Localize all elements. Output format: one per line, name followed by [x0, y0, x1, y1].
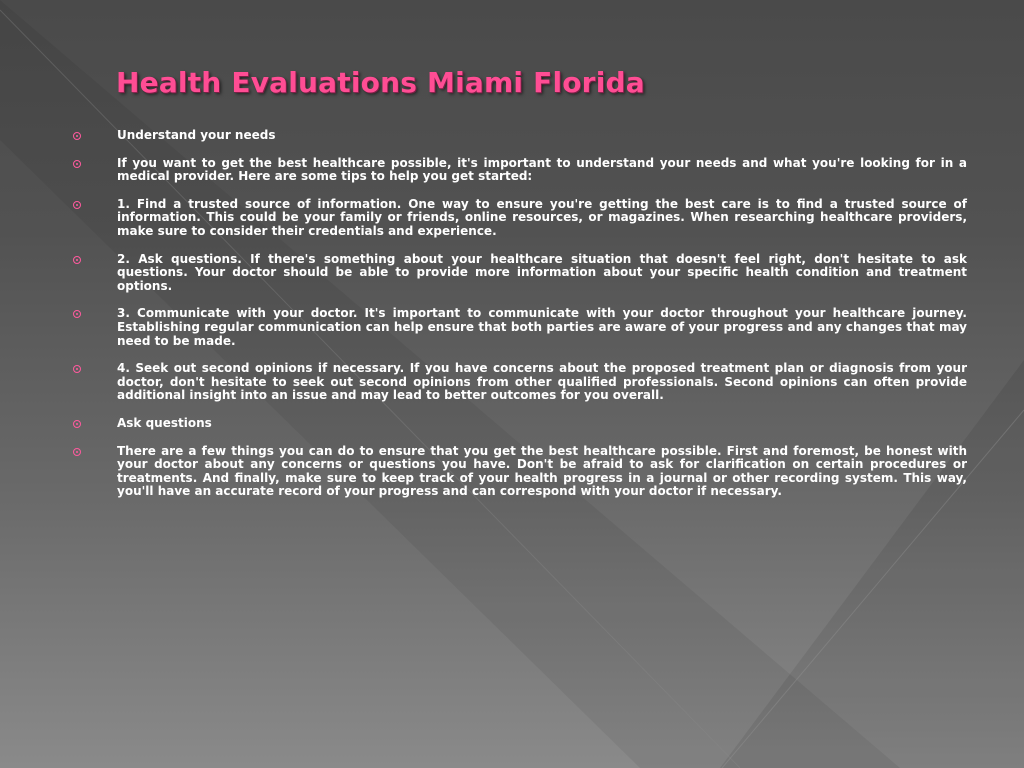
bullet-circle-icon: [73, 310, 81, 318]
bullet-text: 1. Find a trusted source of information. One way to ensure you're getting the best care is to find a trusted source of information. This could be your family or friends, online resources, or magazines. When researching healthcare providers, make sure to consider their credentials and experience.: [117, 196, 967, 238]
bullet-item: [70, 307, 967, 348]
bullet-circle-icon: [73, 256, 81, 264]
bullet-item: [70, 362, 967, 403]
bullet-circle-icon: [73, 365, 81, 373]
bullet-text: 2. Ask questions. If there's something about your healthcare situation that doesn't feel right, don't hesitate to ask questions. Your doctor should be able to provide more information about your specific health condition and treatment options.: [117, 251, 967, 293]
bullet-item: [70, 198, 967, 239]
bullet-item: [70, 129, 967, 143]
bullet-item: [70, 157, 967, 184]
bullet-text: If you want to get the best healthcare possible, it's important to understand your needs and what you're looking for in a medical provider. Here are some tips to help you get started:: [117, 155, 967, 184]
slide-title: Health Evaluations Miami Florida: [116, 66, 645, 99]
bullet-circle-icon: [73, 160, 81, 168]
bullet-text: There are a few things you can do to ensure that you get the best healthcare possible. First and foremost, be honest with your doctor about any concerns or questions you have. Don't be afraid to ask for clarification on certain procedures or treatments. And finally, make sure to keep track of your health progress in a journal or other recording system. This way, you'll have an accurate record of your progress and can correspond with your doctor if necessary.: [117, 443, 967, 499]
bullet-circle-icon: [73, 201, 81, 209]
bullet-item: [70, 253, 967, 294]
bullet-circle-icon: [73, 448, 81, 456]
bullet-item: [70, 445, 967, 499]
bullet-item: [70, 417, 967, 431]
bullet-text: 3. Communicate with your doctor. It's important to communicate with your doctor throughout your healthcare journey. Establishing regular communication can help ensure that both parties are aware of your progress and any changes that may need to be made.: [117, 306, 967, 348]
bullet-circle-icon: [73, 420, 81, 428]
bullet-text: Understand your needs: [117, 128, 276, 142]
bullet-text: Ask questions: [117, 415, 212, 430]
bullet-circle-icon: [73, 132, 81, 140]
bullet-text: 4. Seek out second opinions if necessary. If you have concerns about the proposed treatment plan or diagnosis from your doctor, don't hesitate to seek out second opinions from other qualified professionals. Second opinions can often provide additional insight into an issue and may lead to better outcomes for you overall.: [117, 361, 967, 403]
bullet-list: [70, 129, 967, 513]
